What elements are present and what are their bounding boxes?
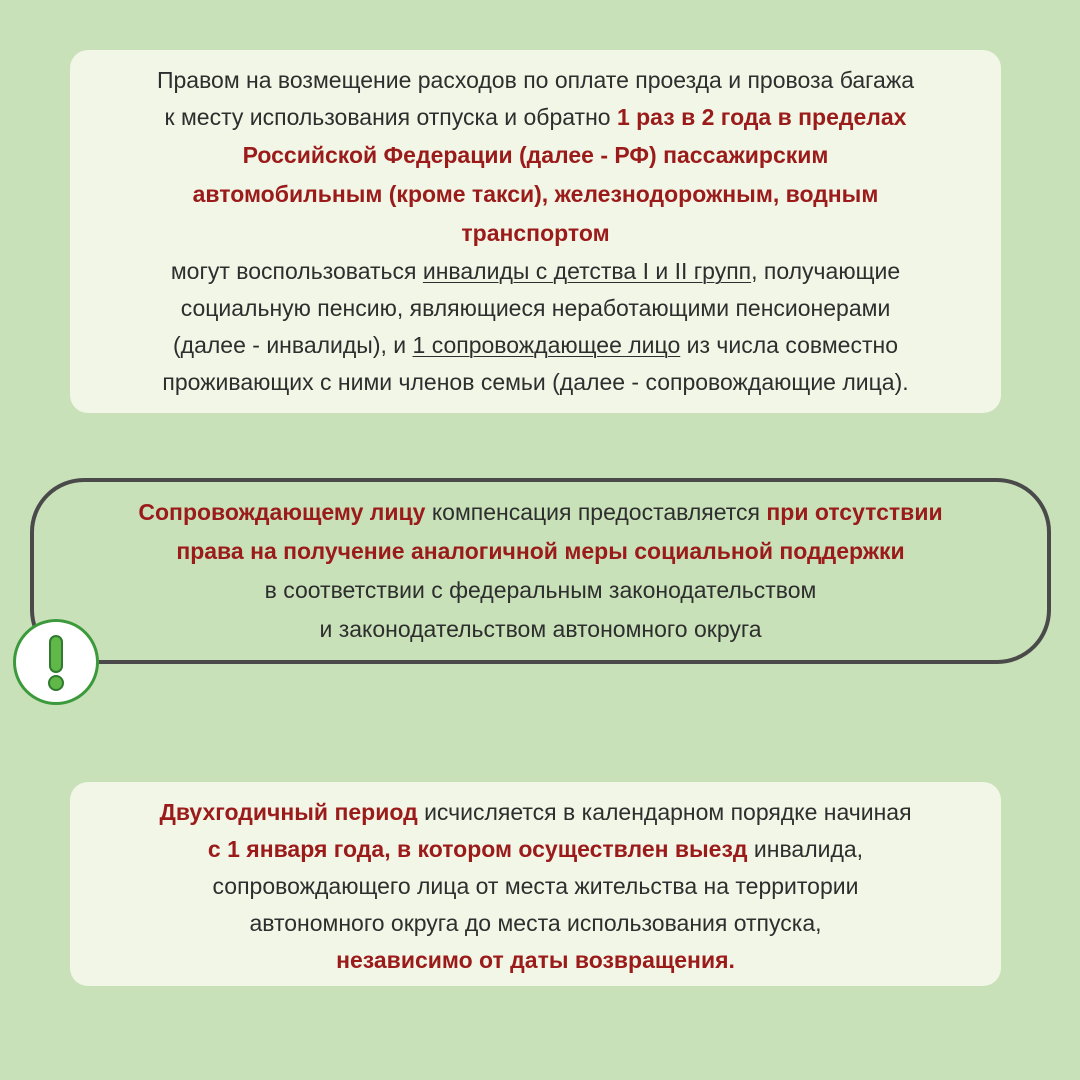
card1-frequency-highlight: 1 раз в 2 года в пределах <box>616 104 907 130</box>
notice-line-1 <box>34 493 1047 532</box>
card3-line-2 <box>84 831 987 868</box>
card3-line-4: автономного округа до места использования отпуска, <box>249 910 822 936</box>
card3-line-3: сопровождающего лица от места жительства на территории <box>212 873 859 899</box>
eligibility-card <box>70 50 1001 413</box>
alert-badge <box>13 619 99 705</box>
card1-transport-line-2: автомобильным (кроме такси), железнодорожным, водным <box>192 181 879 207</box>
card1-companion-underlined: 1 сопровождающее лицо <box>412 332 681 358</box>
card1-line-6-a: могут воспользоваться <box>170 258 423 284</box>
card1-line-8-a: (далее - инвалиды), и <box>173 332 413 358</box>
card1-line-6-b: , получающие <box>751 258 901 284</box>
exclamation-icon <box>16 622 96 702</box>
card1-line-8-b: из числа совместно <box>680 332 898 358</box>
notice-line-1-text: компенсация предоставляется <box>425 499 767 525</box>
card3-line-2-text: инвалида, <box>747 836 864 862</box>
card3-period-highlight: Двухгодичный период <box>159 799 418 825</box>
card1-line-2-text: к месту использования отпуска и обратно <box>164 104 617 130</box>
notice-line-4: и законодательством автономного округа <box>319 616 762 642</box>
card3-start-highlight: с 1 января года, в котором осуществлен выезд <box>207 836 748 862</box>
card3-line-1 <box>84 794 987 831</box>
period-card <box>70 782 1001 986</box>
card3-line-5: независимо от даты возвращения. <box>336 947 735 973</box>
card1-line-6 <box>84 253 987 290</box>
card1-disabled-groups-underlined: инвалиды с детства I и II групп <box>422 258 752 284</box>
card1-line-2 <box>84 99 987 136</box>
card1-line-8 <box>84 327 987 364</box>
companion-notice <box>30 478 1051 664</box>
notice-line-3: в соответствии с федеральным законодательством <box>264 577 817 603</box>
card3-line-1-text: исчисляется в календарном порядке начиная <box>417 799 912 825</box>
notice-line-2: права на получение аналогичной меры социальной поддержки <box>176 538 905 564</box>
card1-transport-line-3: транспортом <box>461 220 610 246</box>
notice-companion-highlight: Сопровождающему лицу <box>138 499 426 525</box>
card1-transport-line-1: Российской Федерации (далее - РФ) пассажирским <box>242 142 829 168</box>
card1-line-9: проживающих с ними членов семьи (далее - сопровождающие лица). <box>162 369 909 395</box>
card1-line-1: Правом на возмещение расходов по оплате проезда и провоза багажа <box>156 67 914 93</box>
card1-line-7: социальную пенсию, являющиеся неработающими пенсионерами <box>180 295 891 321</box>
notice-absence-highlight: при отсутствии <box>766 499 943 525</box>
